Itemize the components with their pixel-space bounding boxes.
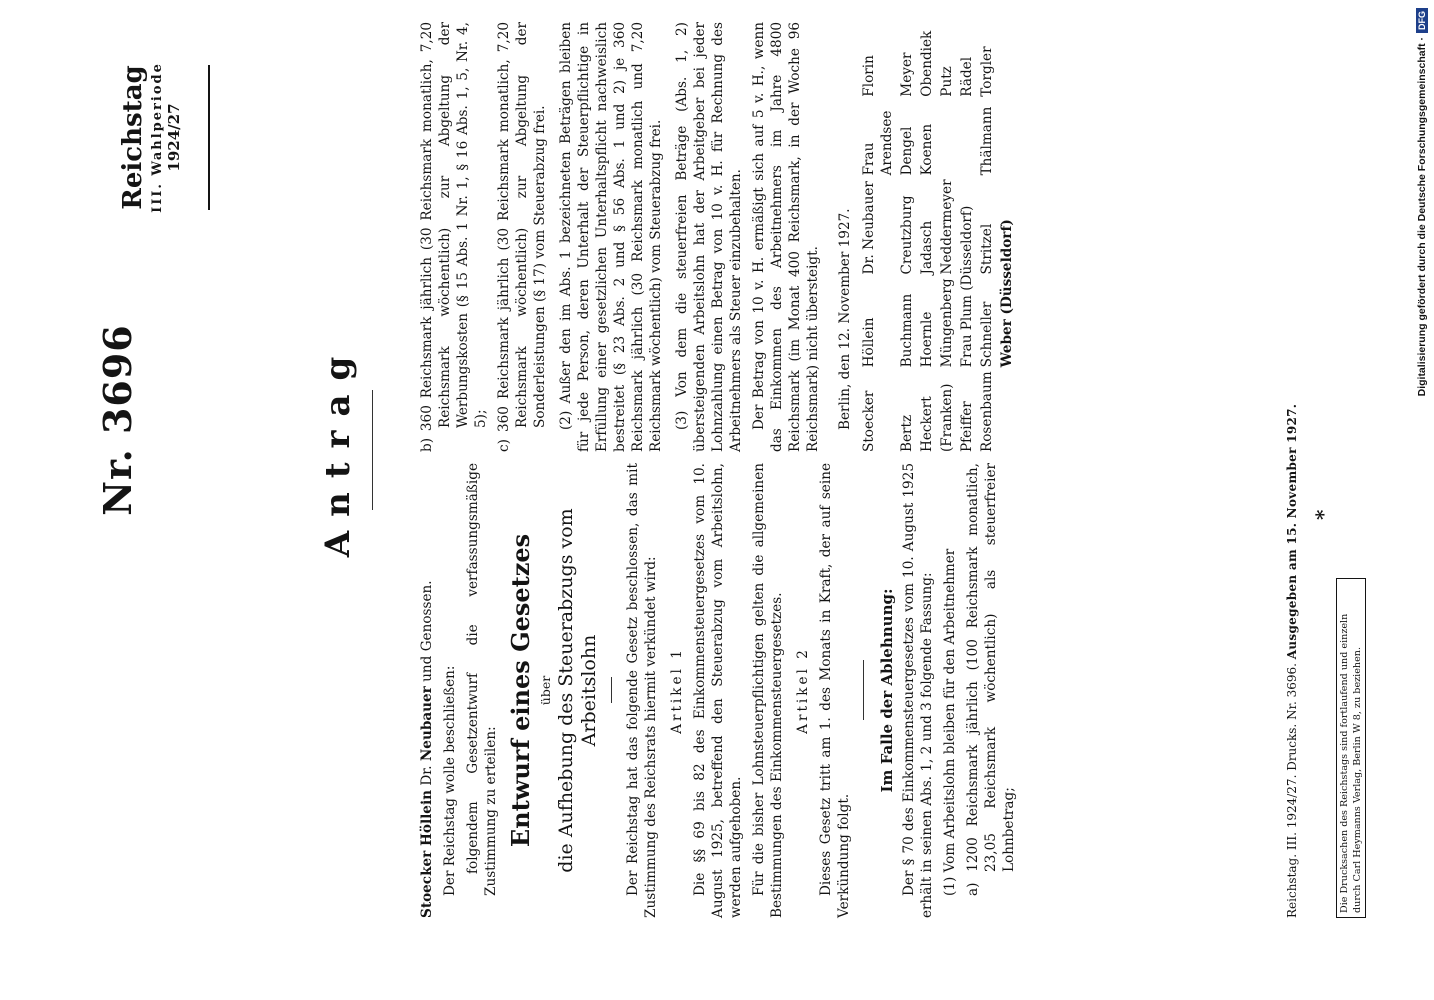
signatory: (Franken) (939, 383, 955, 452)
article-1-para-2: Für die bisher Lohnsteuerpflichtigen gelten die allgemeinen Bestimmungen des Einkommensteuergesetzes. (751, 463, 785, 918)
article-2-para-1: Dieses Gesetz tritt am 1. des Monats in Kraft, der auf seine Verkündung folgt. (818, 463, 852, 918)
header-rule (208, 65, 210, 210)
movers-title: Dr. (419, 761, 435, 790)
section-rule (611, 678, 612, 704)
distribution-box (1336, 578, 1366, 918)
para-3: (3) Von dem die steuerfreien Beträge (Abs. 1, 2) übersteigenden Arbeitslohn hat der Arbeitgeber bei jeder Lohnzahlung einen Betrag von 10 v. H. für Rechnung des Arbeitnehmers als Steuer einzubehalten. (674, 22, 744, 452)
ablehnung-title: Im Falle der Ablehnung: (878, 588, 896, 793)
reichstag-label: Reichstag (118, 65, 148, 210)
resolve-line: Der Reichstag wolle beschließen: (442, 665, 458, 896)
asterisk-mark: * (1311, 509, 1335, 520)
signatory: Neddermeyer (939, 179, 955, 275)
movers-line (418, 463, 436, 918)
ablehnung-para-2: (1) Vom Arbeitslohn bleiben für den Arbeitnehmer (942, 548, 958, 896)
antrag-title: Antrag (318, 342, 358, 558)
item-a: a) 1200 Reichsmark jährlich (100 Reichsmark monatlich, 23,05 Reichsmark wöchentlich) als steuerfreier Lohnbetrag; (965, 463, 1017, 896)
ueber-label: über (538, 675, 553, 706)
signatory: Bertz (899, 414, 915, 452)
document-number: Nr. 3696 (95, 324, 140, 516)
signatory: Creutzburg (899, 195, 915, 275)
ablehnung-para-1: Der § 70 des Einkommensteuergesetzes vom 10. August 1925 erhält in seinen Abs. 1, 2 und 3 folgende Fassung: (901, 463, 935, 918)
title-rule (372, 390, 373, 510)
signatory: Torgler (979, 46, 995, 97)
signatory: Weber (Düsseldorf) (999, 219, 1015, 368)
signatory: Jadasch (919, 220, 935, 275)
entwurf-title: Entwurf eines Gesetzes (506, 533, 535, 848)
digitization-credit (1412, 8, 1432, 992)
dfg-logo: DFG (1416, 8, 1428, 33)
item-c: c) 360 Reichsmark jährlich (30 Reichsmark monatlich, 7,20 Reichsmark wöchentlich) zur Abgeltung der Sonderleistungen (§ 17) vom Steuerabzug frei. (496, 22, 548, 452)
distribution-line-2: durch Carl Heymanns Verlag, Berlin W 8, zu beziehen. (1352, 646, 1363, 913)
signatory: Thälmann (979, 106, 995, 176)
signatory: Buchmann (899, 293, 915, 368)
credit-text: Digitalisierung gefördert durch die Deutsche Forschungsgemeinschaft · (1416, 37, 1428, 397)
movers-names: Stoecker Höllein (419, 790, 435, 918)
signatory: Stoecker (861, 390, 877, 452)
signatory: Hoernle (919, 311, 935, 368)
signatory: Frau Plum (Düsseldorf) (959, 205, 975, 368)
signatory (938, 101, 956, 176)
footer-publication: Reichstag. III. 1924/27. Drucks. Nr. 3696. (1285, 663, 1299, 918)
movers-suffix: und Genossen. (419, 580, 435, 687)
subject-title: die Aufhebung des Steuerabzugs vom Arbeitslohn (555, 508, 600, 873)
signatory: Höllein (861, 317, 877, 368)
signatory: Frau Arendsee (861, 110, 895, 176)
date-line: Berlin, den 12. November 1927. (837, 208, 853, 430)
footer-issued: Ausgegeben am 15. November 1927. (1285, 403, 1299, 660)
distribution-line-1: Die Drucksachen des Reichstags sind fortlaufend und einzeln (1339, 613, 1350, 913)
reichstag-header (118, 60, 183, 215)
article-1-para-1: Die §§ 69 bis 82 des Einkommensteuergesetzes vom 10. August 1925, betreffend den Steuerabzug vom Arbeitslohn, werden aufgehoben. (692, 463, 744, 918)
signatory: Rosenbaum (979, 371, 995, 452)
signatory: Heckert (919, 396, 935, 452)
footer-line (1285, 58, 1299, 918)
signatory: Pfeiffer (959, 401, 975, 452)
signatory: Koenen (919, 123, 935, 176)
item-b: b) 360 Reichsmark jährlich (30 Reichsmark monatlich, 7,20 Reichsmark wöchentlich) zur Abgeltung der Werbungskosten (§ 15 Abs. 1 Nr. 1, § 16 Abs. 1, 5, Nr. 4, 5); (419, 22, 489, 452)
section-rule (863, 661, 864, 721)
signatory: Putz (939, 66, 955, 97)
signatories (860, 22, 1016, 452)
article-2-title: Artikel 2 (795, 647, 811, 734)
signatory: Meyer (899, 52, 915, 97)
para-4: Der Betrag von 10 v. H. ermäßigt sich auf 5 v. H., wenn das Einkommen des Arbeitnehmers im Jahre 4800 Reichsmark (im Monat 400 Reichsmark, in der Woche 96 Reichsmark) nicht übersteigt. (751, 22, 821, 452)
signatory: Obendiek (919, 30, 935, 97)
signatory: Dr. Neubauer (861, 181, 877, 275)
right-column (418, 22, 1016, 452)
left-column (418, 463, 1023, 918)
wahlperiode-label: III. Wahlperiode (150, 62, 165, 213)
signatory: Rädel (959, 56, 975, 97)
article-1-title: Artikel 1 (669, 647, 685, 734)
signatory: Schneller (979, 301, 995, 368)
para-2: (2) Außer den im Abs. 1 bezeichneten Beträgen bleiben für jede Person, deren Unterhalt der Steuerpflichtige in Erfüllung einer gesetzlichen Unterhaltspflicht nachweislich bestreitet (§ 23 Abs. 2 und § 56 Abs. 1 und 2) je 360 Reichsmark jährlich (30 Reichsmark monatlich und 7,20 Reichsmark wöchentlich) vom Steuerabzug frei. (558, 22, 664, 452)
years-label: 1924/27 (165, 103, 183, 172)
signatory: Florin (861, 55, 877, 97)
preamble: Der Reichstag hat das folgende Gesetz beschlossen, das mit Zustimmung des Reichsrats hiermit verkündet wird: (625, 463, 659, 918)
signatory: Müngenberg (939, 278, 955, 368)
movers-neubauer: Neubauer (419, 686, 435, 762)
consent-line: folgendem Gesetzentwurf die verfassungsmäßige Zustimmung zu erteilen: (465, 463, 499, 896)
signatory: Stritzel (979, 223, 995, 275)
signatory: Dengel (899, 126, 915, 176)
